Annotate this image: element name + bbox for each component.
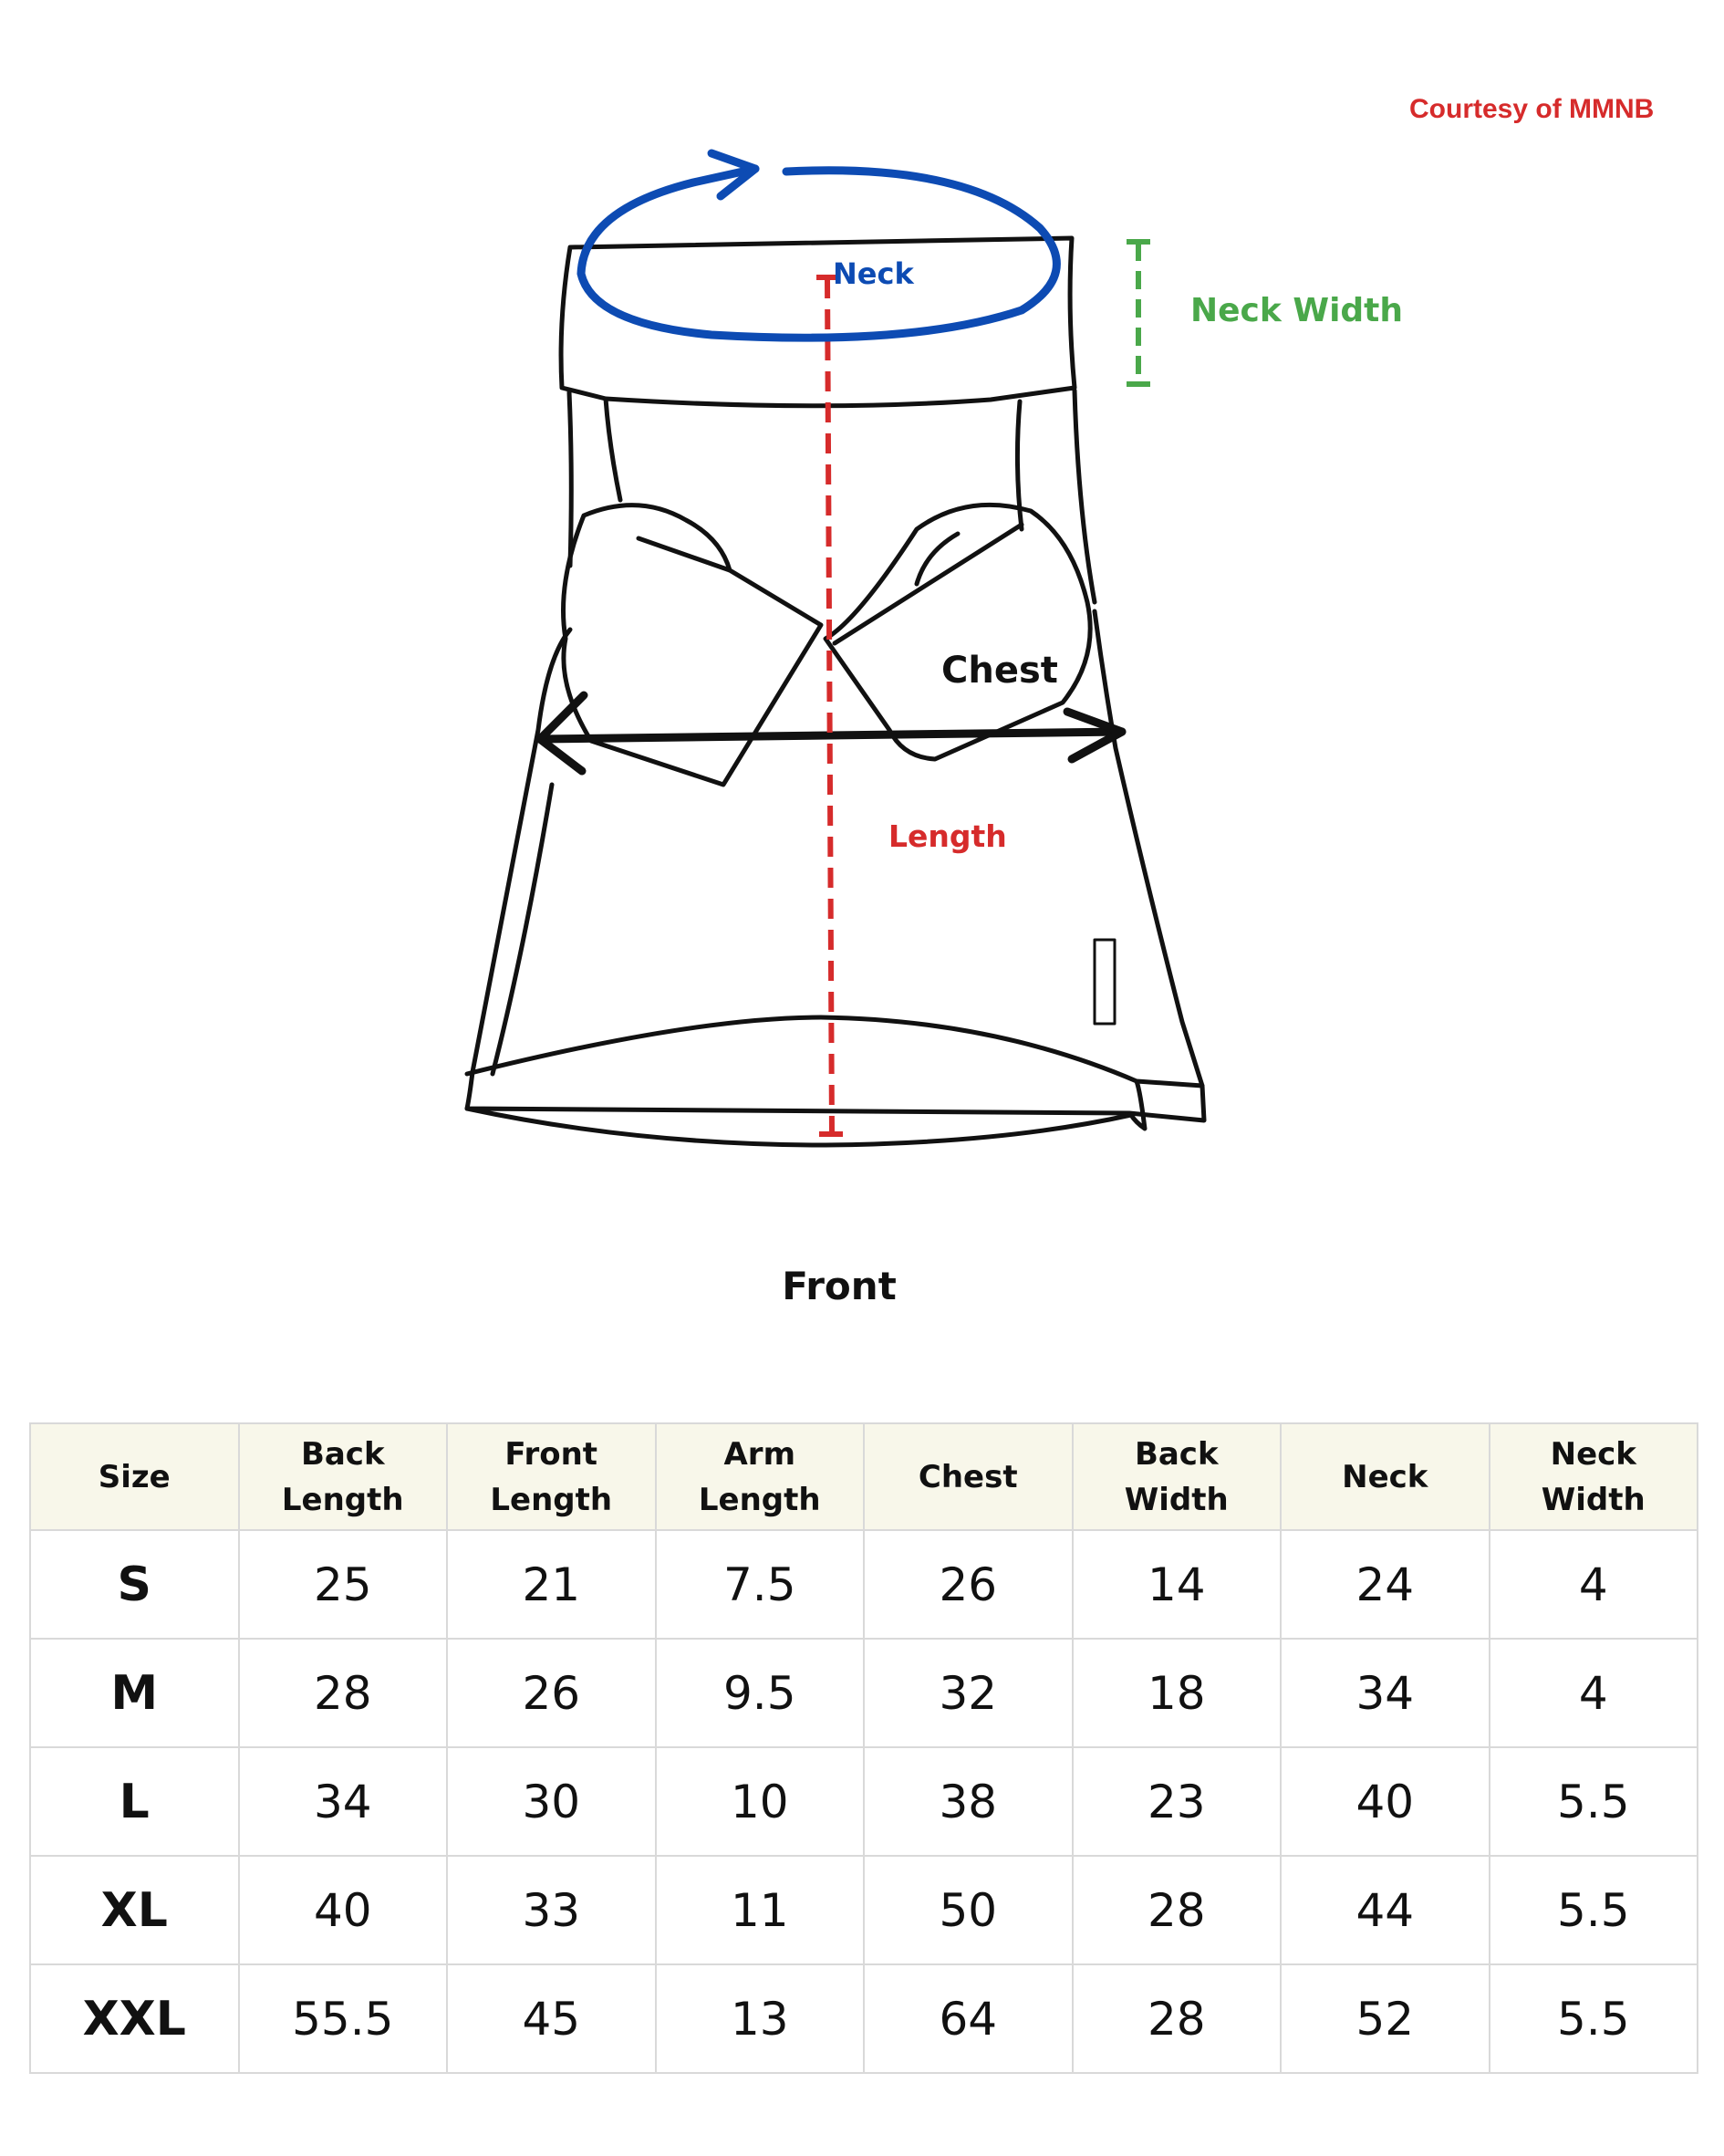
back-length-cell: 25 (239, 1530, 448, 1639)
table-header-row (30, 1423, 1698, 1530)
front-length-cell: 33 (447, 1856, 656, 1964)
neck-width-cell: 5.5 (1490, 1747, 1698, 1856)
size-cell: M (30, 1639, 239, 1747)
back-width-cell: 23 (1073, 1747, 1282, 1856)
neck-label: Neck (833, 256, 914, 291)
chest-arrow-head-left (540, 695, 584, 771)
header-front-length: Front Length (447, 1423, 656, 1530)
back-width-cell: 28 (1073, 1964, 1282, 2073)
chest-cell: 26 (864, 1530, 1073, 1639)
hem-outline (467, 1017, 1202, 1086)
size-chart-table (29, 1422, 1698, 2074)
front-length-cell: 26 (447, 1639, 656, 1747)
neck-width-label: Neck Width (1190, 292, 1404, 329)
front-length-cell: 21 (447, 1530, 656, 1639)
table-row (30, 1747, 1698, 1856)
header-neck-width: Neck Width (1490, 1423, 1698, 1530)
chest-arrow-line (540, 732, 1122, 739)
back-width-cell: 14 (1073, 1530, 1282, 1639)
size-cell: S (30, 1530, 239, 1639)
table-row (30, 1639, 1698, 1747)
arm-length-cell: 11 (656, 1856, 865, 1964)
header-chest: Chest (864, 1423, 1073, 1530)
neck-width-cell: 4 (1490, 1639, 1698, 1747)
neck-cell: 34 (1281, 1639, 1490, 1747)
right-sleeve-fold (835, 525, 1022, 643)
body-upper-left-outline (569, 392, 571, 566)
back-length-cell: 55.5 (239, 1964, 448, 2073)
body-outline (467, 611, 1204, 1120)
neck-cell: 44 (1281, 1856, 1490, 1964)
neck-circle-arrow (581, 169, 1056, 338)
left-sleeve-outline (564, 505, 822, 785)
neck-width-cell: 5.5 (1490, 1964, 1698, 2073)
back-width-cell: 28 (1073, 1856, 1282, 1964)
size-cell: L (30, 1747, 239, 1856)
table-row (30, 1964, 1698, 2073)
back-width-cell: 18 (1073, 1639, 1282, 1747)
neck-cell: 52 (1281, 1964, 1490, 2073)
garment-tag (1095, 940, 1115, 1024)
table-row (30, 1530, 1698, 1639)
back-length-cell: 28 (239, 1639, 448, 1747)
neck-width-cell: 4 (1490, 1530, 1698, 1639)
header-neck: Neck (1281, 1423, 1490, 1530)
chest-cell: 38 (864, 1747, 1073, 1856)
armhole-left-outline (606, 399, 620, 500)
length-label: Length (888, 818, 1007, 854)
header-back-width: Back Width (1073, 1423, 1282, 1530)
neck-cell: 24 (1281, 1530, 1490, 1639)
view-label-front: Front (782, 1264, 897, 1308)
header-arm-length: Arm Length (656, 1423, 865, 1530)
chest-cell: 50 (864, 1856, 1073, 1964)
back-length-cell: 40 (239, 1856, 448, 1964)
front-length-cell: 30 (447, 1747, 656, 1856)
arm-length-cell: 9.5 (656, 1639, 865, 1747)
arm-length-cell: 10 (656, 1747, 865, 1856)
chest-cell: 64 (864, 1964, 1073, 2073)
neck-cell: 40 (1281, 1747, 1490, 1856)
chest-label: Chest (941, 650, 1058, 692)
credit-text: Courtesy of MMNB (1409, 94, 1655, 124)
chest-cell: 32 (864, 1639, 1073, 1747)
front-length-cell: 45 (447, 1964, 656, 2073)
size-cell: XL (30, 1856, 239, 1964)
arm-length-cell: 13 (656, 1964, 865, 2073)
arm-length-cell: 7.5 (656, 1530, 865, 1639)
back-length-cell: 34 (239, 1747, 448, 1856)
neck-width-cell: 5.5 (1490, 1856, 1698, 1964)
table-row (30, 1856, 1698, 1964)
size-cell: XXL (30, 1964, 239, 2073)
right-sleeve-outline (826, 505, 1090, 759)
header-back-length: Back Length (239, 1423, 448, 1530)
header-size: Size (30, 1423, 239, 1530)
